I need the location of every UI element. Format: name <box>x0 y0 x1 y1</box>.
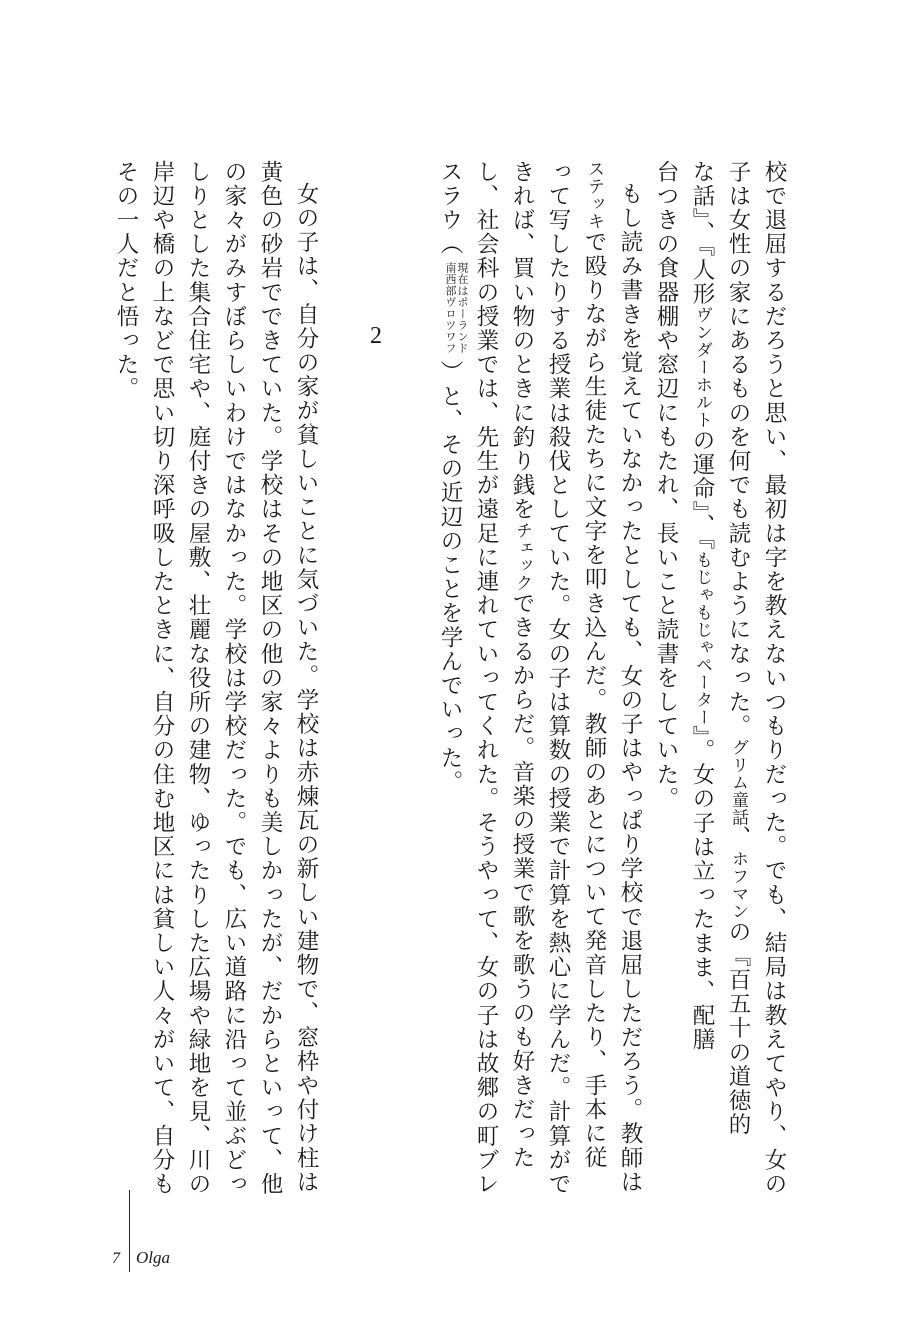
text-column-9: し、社会科の授業では、先生が遠足に連れていってくれた。そうやって、女の子は故郷の町ブレ <box>473 160 499 1197</box>
text-column-14: しりとした集合住宅や、庭付きの屋敷、壮麗な役所の建物、ゆったりした広場や緑地を見、川の <box>185 160 211 1197</box>
text-segment-small: ステッキ <box>584 160 604 230</box>
text-segment: できるからだ。音楽の授業で歌を歌うのも好きだった <box>509 591 535 1170</box>
text-segment-small: ホフマン <box>728 850 748 921</box>
text-column-5: もし読み書きを覚えていなかったとしても、女の子はやっぱり学校で退屈しただろう。教師は <box>617 182 643 1195</box>
text-segment-small: もじゃもじゃペーター <box>692 550 712 726</box>
text-segment: と、その近辺のことを学んでいった。 <box>437 384 463 795</box>
text-column-8 <box>504 160 540 1170</box>
page-number: 7 <box>112 1250 120 1267</box>
text-segment: 、 <box>725 825 751 851</box>
text-segment-small: チェック <box>512 521 532 592</box>
text-column-12: 黄色の砂岩でできていた。学校はその地区の他の家々よりも美しかったが、だからといって、他 <box>257 160 283 1197</box>
text-segment: で殴りながら生徒たちに文字を叩き込んだ。教師のあとについて発音したり、手本に従 <box>581 230 607 1170</box>
inline-annotation <box>444 262 468 354</box>
annotation-line-2: 南西部ヴロツワフ <box>444 262 457 355</box>
text-column-13: の家々がみすぼらしいわけではなかった。学校は学校だった。でも、広い道路に沿って並ぶどっ <box>221 160 247 1197</box>
text-column-4: 台つきの食器棚や窓辺にもたれ、長いこと読書をしていた。 <box>653 160 679 811</box>
text-column-2 <box>720 160 756 1137</box>
section-number: 2 <box>370 323 382 349</box>
text-segment-small: グリム童話 <box>728 738 748 826</box>
text-segment: 』。女の子は立ったまま、配膳 <box>689 725 715 1052</box>
book-title: Olga <box>136 1248 170 1267</box>
annotation-line-1: 現在はポーランド <box>456 262 469 355</box>
text-segment: の『百五十の道徳的 <box>725 920 751 1137</box>
text-segment: 子は女性の家にあるものを何でも読むようになった。 <box>725 160 751 739</box>
text-column-7: って写したりする授業は殺伐としていた。女の子は算数の授業で計算を熱心に学んだ。計算がで <box>545 160 571 1197</box>
text-column-16: その一人だと悟った。 <box>113 160 139 401</box>
text-segment: スラウ <box>437 160 463 233</box>
text-segment: きれば、買い物のときに釣り銭を <box>509 160 535 522</box>
text-column-15: 岸辺や橋の上などで思い切り深呼吸したときに、自分の住む地区には貧しい人々がいて、自分も <box>149 160 175 1197</box>
text-column-10 <box>432 160 468 794</box>
folio-divider <box>129 1190 130 1272</box>
text-column-11: 女の子は、自分の家が貧しいことに気づいた。学校は赤煉瓦の新しい建物で、窓枠や付け柱は <box>293 182 319 1195</box>
text-column-3 <box>684 160 720 1052</box>
text-segment-small: ヴンダーホルト <box>692 306 712 429</box>
text-column-6 <box>576 160 612 1170</box>
text-column-1: 校で退屈するだろうと思い、最初は字を教えないつもりだった。でも、結局は教えてやり、女の <box>761 160 787 1197</box>
text-segment: の運命』、『 <box>689 428 715 551</box>
text-segment: な話』、『人形 <box>689 160 715 307</box>
paren-close: ） <box>437 360 463 385</box>
paren-open: （ <box>437 232 463 257</box>
